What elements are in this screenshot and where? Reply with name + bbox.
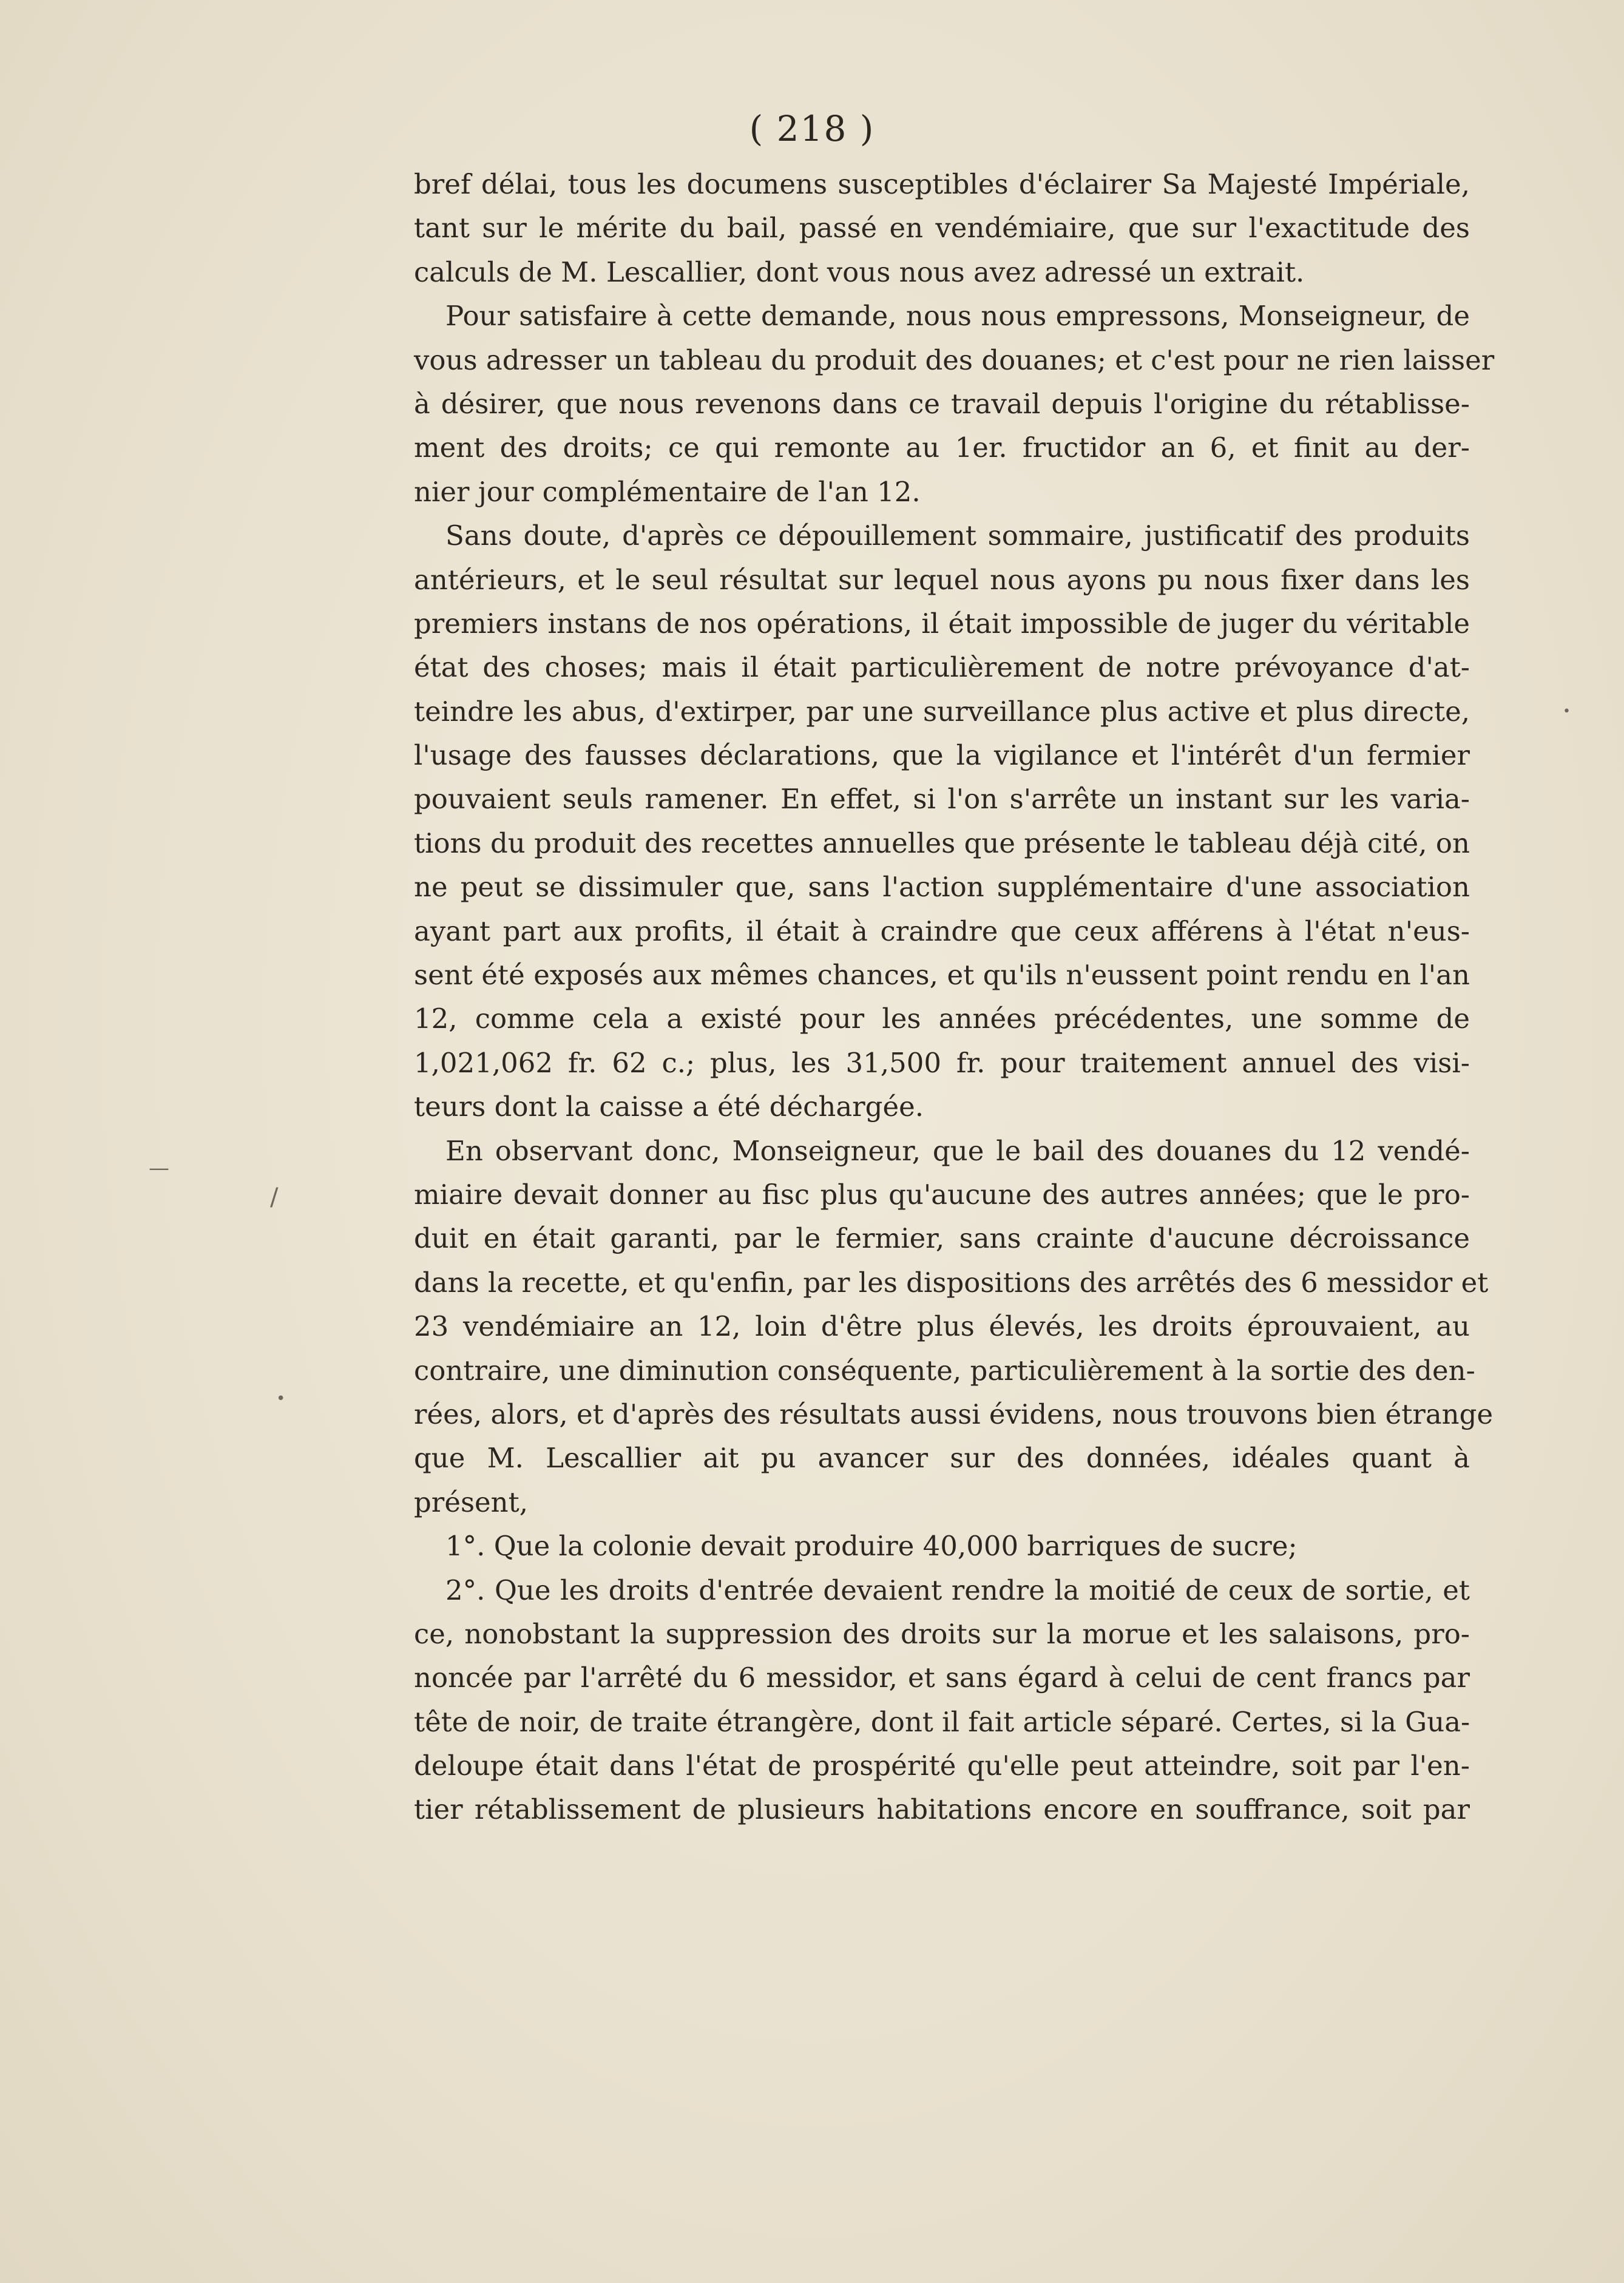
text-line: nier jour complémentaire de l'an 12.: [414, 475, 921, 508]
text-line: deloupe était dans l'état de prospérité qu'elle peut atteindre, soit par l'en-: [414, 1750, 1470, 1782]
text-line: ayant part aux profits, il était à craindre que ceux afférens à l'état n'eus-: [414, 915, 1470, 947]
text-line: tier rétablissement de plusieurs habitations encore en souffrance, soit par: [414, 1793, 1470, 1826]
text-line: noncée par l'arrêté du 6 messidor, et sans égard à celui de cent francs par: [414, 1662, 1470, 1694]
text-line: 12, comme cela a existé pour les années précédentes, une somme de: [414, 1003, 1470, 1035]
text-line: Sans doute, d'après ce dépouillement sommaire, justificatif des produits: [445, 519, 1470, 552]
text-line: ment des droits; ce qui remonte au 1er. fructidor an 6, et finit au der-: [414, 431, 1470, 464]
text-line: premiers instans de nos opérations, il était impossible de juger du véritable: [414, 607, 1470, 640]
text-line: antérieurs, et le seul résultat sur lequel nous ayons pu nous fixer dans les: [414, 563, 1470, 596]
text-line: ce, nonobstant la suppression des droits sur la morue et les salaisons, pro-: [414, 1617, 1470, 1650]
text-line: En observant donc, Monseigneur, que le bail des douanes du 12 vendé-: [445, 1134, 1470, 1167]
body-text: [414, 163, 1495, 1832]
text-line: 2°. Que les droits d'entrée devaient rendre la moitié de ceux de sortie, et: [445, 1574, 1470, 1606]
text-line: tant sur le mérite du bail, passé en vendémiaire, que sur l'exactitude des: [414, 212, 1470, 245]
text-line: 1°. Que la colonie devait produire 40,000 barriques de sucre;: [445, 1530, 1298, 1563]
margin-dash-mark: —: [149, 1156, 169, 1180]
text-line: pouvaient seuls ramener. En effet, si l'on s'arrête un instant sur les varia-: [414, 783, 1470, 816]
text-line: teurs dont la caisse a été déchargée.: [414, 1091, 924, 1123]
text-line: à désirer, que nous revenons dans ce travail depuis l'origine du rétablisse-: [414, 387, 1470, 420]
text-line: sent été exposés aux mêmes chances, et qu'ils n'eussent point rendu en l'an: [414, 959, 1470, 992]
page-number: ( 218 ): [749, 108, 875, 149]
margin-dot-mark: •: [276, 1390, 286, 1408]
text-line: 23 vendémiaire an 12, loin d'être plus élevés, les droits éprouvaient, au: [414, 1310, 1470, 1343]
text-line: tions du produit des recettes annuelles que présente le tableau déjà cité, on: [414, 827, 1470, 859]
text-line: 1,021,062 fr. 62 c.; plus, les 31,500 fr. pour traitement annuel des visi-: [414, 1046, 1470, 1079]
margin-dot-mark: •: [1563, 704, 1571, 719]
text-line: ne peut se dissimuler que, sans l'action supplémentaire d'une association: [414, 871, 1470, 904]
text-line: bref délai, tous les documens susceptibles d'éclairer Sa Majesté Impériale,: [414, 168, 1470, 200]
text-line: l'usage des fausses déclarations, que la vigilance et l'intérêt d'un fermier: [414, 739, 1470, 772]
text-line: duit en était garanti, par le fermier, sans crainte d'aucune décroissance: [414, 1222, 1470, 1255]
text-line: dans la recette, et qu'enfin, par les dispositions des arrêtés des 6 messidor et: [414, 1266, 1489, 1299]
text-line: présent,: [414, 1486, 529, 1518]
text-line: miaire devait donner au fisc plus qu'aucune des autres années; que le pro-: [414, 1178, 1470, 1211]
text-line: que M. Lescallier ait pu avancer sur des données, idéales quant à: [414, 1442, 1470, 1475]
margin-slash-mark: /: [270, 1183, 279, 1211]
text-line: rées, alors, et d'après des résultats aussi évidens, nous trouvons bien étrange: [414, 1398, 1494, 1430]
text-line: tête de noir, de traite étrangère, dont il fait article séparé. Certes, si la Gua-: [414, 1705, 1470, 1738]
text-line: état des choses; mais il était particulièrement de notre prévoyance d'at-: [414, 651, 1470, 684]
text-line: teindre les abus, d'extirper, par une surveillance plus active et plus directe,: [414, 695, 1470, 728]
text-line: Pour satisfaire à cette demande, nous nous empressons, Monseigneur, de: [445, 300, 1470, 333]
text-line: contraire, une diminution conséquente, particulièrement à la sortie des den-: [414, 1354, 1475, 1387]
text-line: calculs de M. Lescallier, dont vous nous avez adressé un extrait.: [414, 255, 1305, 288]
text-line: vous adresser un tableau du produit des douanes; et c'est pour ne rien laisser: [414, 343, 1495, 376]
